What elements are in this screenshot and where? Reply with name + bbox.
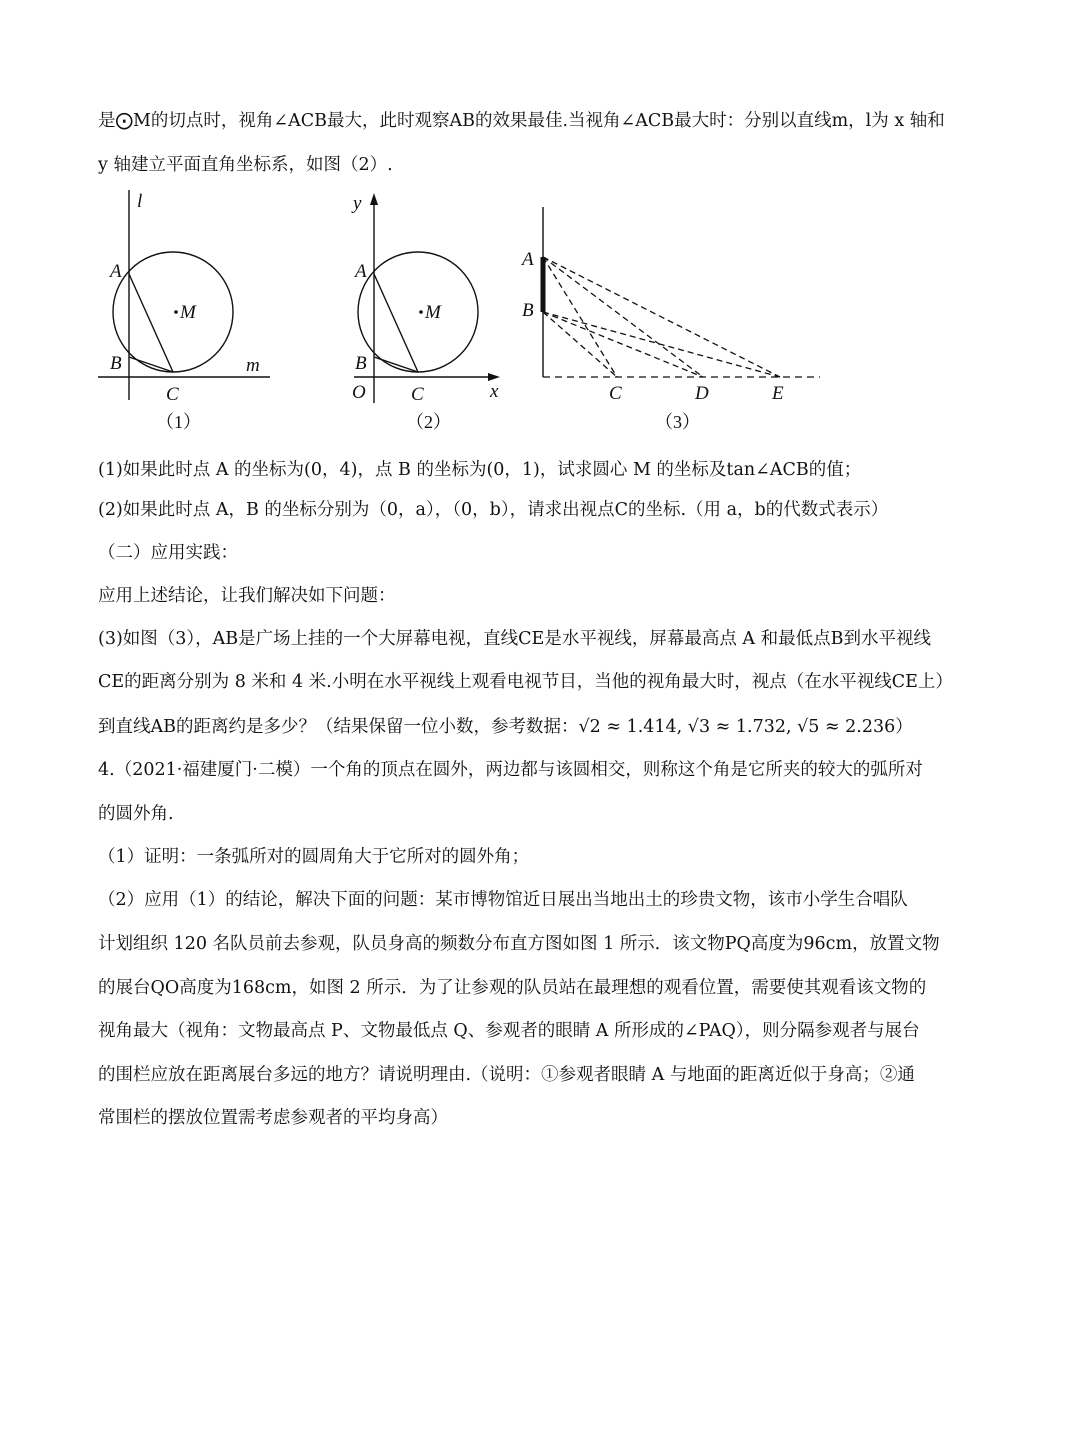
center-dot [174, 310, 178, 314]
text-line-12: （1）证明：一条弧所对的圆周角大于它所对的圆外角； [98, 847, 530, 867]
text-line-9: 到直线AB的距离约是多少？（结果保留一位小数，参考数据：√2 ≈ 1.414, √3 ≈ 1.732, √5 ≈ 2.236） [98, 717, 913, 737]
segment-ac [374, 274, 418, 372]
text-line-1: 是⨀M的切点时，视角∠ACB最大，此时观察AB的效果最佳.当视角∠ACB最大时：分别以直线m，l为 x 轴和 [98, 111, 945, 131]
circle-m [358, 252, 478, 372]
text-line-16: 视角最大（视角：文物最高点 P、文物最低点 Q、参观者的眼睛 A 所形成的∠PAQ），则分隔参观者与展台 [98, 1021, 920, 1041]
line-ad [543, 257, 703, 377]
label-b: B [355, 353, 367, 374]
text-line-4: (2)如果此时点 A，B 的坐标分别为（0，a），（0，b），请求出视点C的坐标.（用 a，b的代数式表示） [98, 500, 889, 520]
label-c: C [411, 384, 424, 405]
text-line-7: (3)如图（3），AB是广场上挂的一个大屏幕电视，直线CE是水平视线，屏幕最高点 A 和最低点B到水平视线 [98, 629, 931, 649]
text-line-11: 的圆外角. [98, 804, 174, 824]
label-b: B [110, 353, 122, 374]
figure-2 [340, 185, 520, 435]
text-line-3: (1)如果此时点 A 的坐标为(0，4)，点 B 的坐标为(0，1)，试求圆心 M 的坐标及tan∠ACB的值； [98, 460, 862, 480]
label-o: O [352, 382, 366, 403]
label-c: C [609, 383, 622, 404]
segment-bc [374, 357, 418, 372]
text-line-5: （二）应用实践： [98, 543, 238, 563]
line-bc [543, 312, 617, 377]
label-l: l [137, 191, 143, 212]
text-line-13: （2）应用（1）的结论，解决下面的问题：某市博物馆近日展出当地出土的珍贵文物，该市小学生合唱队 [98, 890, 908, 910]
text-line-17: 的围栏应放在距离展台多远的地方？请说明理由.（说明：①参观者眼睛 A 与地面的距离近似于身高；②通 [98, 1065, 915, 1085]
text-line-10: 4.（2021·福建厦门·二模）一个角的顶点在圆外，两边都与该圆相交，则称这个角是它所夹的较大的弧所对 [98, 760, 923, 780]
figure-3 [510, 185, 830, 435]
caption-3: （3） [655, 412, 700, 432]
label-b: B [522, 300, 534, 321]
circle-m [113, 252, 233, 372]
label-a: A [522, 249, 534, 270]
label-e: E [772, 383, 784, 404]
figure-1 [90, 185, 280, 435]
label-y: y [353, 193, 362, 214]
label-a: A [110, 261, 122, 282]
label-m-center: M [425, 302, 441, 323]
text-line-2: y 轴建立平面直角坐标系，如图（2）. [98, 155, 393, 175]
text-line-14: 计划组织 120 名队员前去参观，队员身高的频数分布直方图如图 1 所示．该文物PQ高度为96cm，放置文物 [98, 934, 940, 954]
line-ae [543, 257, 780, 377]
label-m-center: M [180, 302, 196, 323]
arrow-y [370, 193, 378, 205]
text-line-15: 的展台QO高度为168cm，如图 2 所示．为了让参观的队员站在最理想的观看位置，需要使其观看该文物的 [98, 978, 927, 998]
label-d: D [695, 383, 709, 404]
caption-2: （2） [406, 412, 451, 432]
text-line-8: CE的距离分别为 8 米和 4 米.小明在水平视线上观看电视节目，当他的视角最大时，视点（在水平视线CE上） [98, 672, 953, 692]
caption-1: （1） [156, 412, 201, 432]
segment-ac [129, 274, 173, 372]
label-m: m [246, 355, 260, 376]
line-bd [543, 312, 703, 377]
label-x: x [490, 381, 499, 402]
label-a: A [355, 261, 367, 282]
text-line-6: 应用上述结论，让我们解决如下问题： [98, 586, 396, 606]
label-c: C [166, 384, 179, 405]
center-dot [419, 310, 423, 314]
segment-bc [129, 357, 173, 372]
arrow-x [488, 373, 500, 381]
line-be [543, 312, 780, 377]
text-line-18: 常围栏的摆放位置需考虑参观者的平均身高） [98, 1108, 448, 1128]
